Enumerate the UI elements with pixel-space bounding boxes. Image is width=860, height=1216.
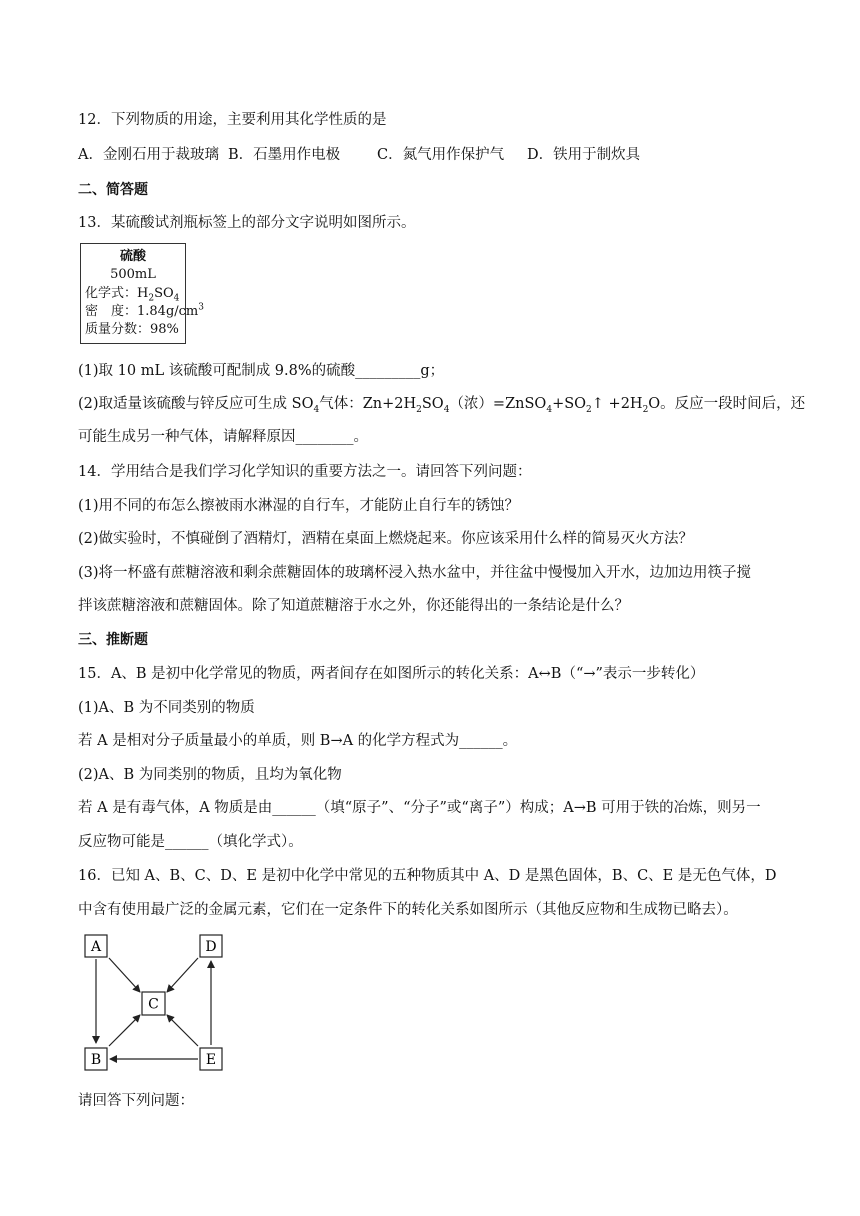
q12-option-b: B．石墨用作电极: [228, 147, 341, 163]
node-a: [85, 935, 107, 957]
svg-text:E: E: [205, 1052, 217, 1068]
section-heading-inference: 三、推断题: [78, 632, 148, 648]
q12-option-a: A．金刚石用于裁玻璃: [78, 147, 219, 163]
q15-part2-detail-line1: 若 A 是有毒气体，A 物质是由______（填“原子”、“分子”或“离子”）构成；A→B 可用于铁的冶炼，则另一: [78, 800, 761, 816]
label-formula: 化学式：$H_2SO_4$: [85, 286, 180, 304]
q16-transformation-diagram: [80, 930, 230, 1078]
q13-part2-line2: 可能生成另一种气体，请解释原因________。: [78, 429, 368, 445]
arrow-b-to-c: [109, 1015, 140, 1046]
node-e: [200, 1048, 222, 1070]
q16-closing: 请回答下列问题：: [78, 1093, 194, 1109]
q15-part1: (1)A、B 为不同类别的物质: [78, 700, 255, 716]
q12-options: [78, 145, 778, 165]
section-heading-short-answer: 二、简答题: [78, 182, 148, 198]
q15-part2: (2)A、B 为同类别的物质，且均为氧化物: [78, 767, 342, 783]
q14-stem: 14．学用结合是我们学习化学知识的重要方法之一。请回答下列问题：: [78, 464, 532, 480]
q14-part2: (2)做实验时，不慎碰倒了酒精灯，酒精在桌面上燃烧起来。你应该采用什么样的简易灭火方法？: [78, 531, 694, 547]
q12-option-d: D．铁用于制炊具: [527, 147, 641, 163]
arrow-e-to-c: [167, 1015, 198, 1046]
q14-part1: (1)用不同的布怎么擦被雨水淋湿的自行车，才能防止自行车的锈蚀？: [78, 498, 520, 514]
node-c: [142, 992, 165, 1015]
svg-text:A: A: [90, 939, 102, 955]
q15-part2-detail-line2: 反应物可能是______（填化学式）。: [78, 834, 303, 850]
q15-part1-detail: 若 A 是相对分子质量最小的单质，则 B→A 的化学方程式为______。: [78, 733, 518, 749]
q15-stem: 15．A、B 是初中化学常见的物质，两者间存在如图所示的转化关系：A↔B（“→”表示一步转化）: [78, 666, 705, 682]
arrow-d-to-c: [167, 958, 198, 992]
svg-text:D: D: [205, 939, 217, 955]
q16-stem-line1: 16．已知 A、B、C、D、E 是初中化学中常见的五种物质其中 A、D 是黑色固体，B、C、E 是无色气体，D: [78, 868, 777, 884]
q13-stem: 13．某硫酸试剂瓶标签上的部分文字说明如图所示。: [78, 215, 416, 231]
svg-text:C: C: [148, 996, 159, 1013]
q12-option-c: C．氮气用作保护气: [377, 147, 505, 163]
label-mass-fraction: 质量分数：98%: [85, 322, 179, 337]
q13-part2-line1: (2)取适量该硫酸与锌反应可生成 $SO_4$气体：$Zn+2H_2SO_4$（浓）$=ZnSO_4+SO_2↑ +2H_2O$。反应一段时间后，还: [78, 396, 806, 415]
svg-text:B: B: [90, 1052, 102, 1068]
q14-part3-line2: 拌该蔗糖溶液和蔗糖固体。除了知道蔗糖溶于水之外，你还能得出的一条结论是什么？: [78, 598, 629, 614]
q13-part1: (1)取 10 mL 该硫酸可配制成 9.8%的硫酸_________g；: [78, 363, 445, 379]
label-name: 硫酸: [119, 249, 146, 264]
reagent-label: [80, 243, 204, 344]
label-volume: 500mL: [110, 267, 156, 282]
q16-stem-line2: 中含有使用最广泛的金属元素，它们在一定条件下的转化关系如图所示（其他反应物和生成物已略去）。: [78, 902, 738, 918]
q12-stem: 12．下列物质的用途，主要利用其化学性质的是: [78, 112, 387, 128]
label-density: 密 度：$1.84g/cm^3$: [85, 302, 204, 319]
node-b: [85, 1048, 107, 1070]
q14-part3-line1: (3)将一杯盛有蔗糖溶液和剩余蔗糖固体的玻璃杯浸入热水盆中，并往盆中慢慢加入开水，边加边用筷子搅: [78, 565, 752, 581]
arrow-a-to-c: [109, 958, 140, 992]
node-d: [200, 935, 222, 957]
